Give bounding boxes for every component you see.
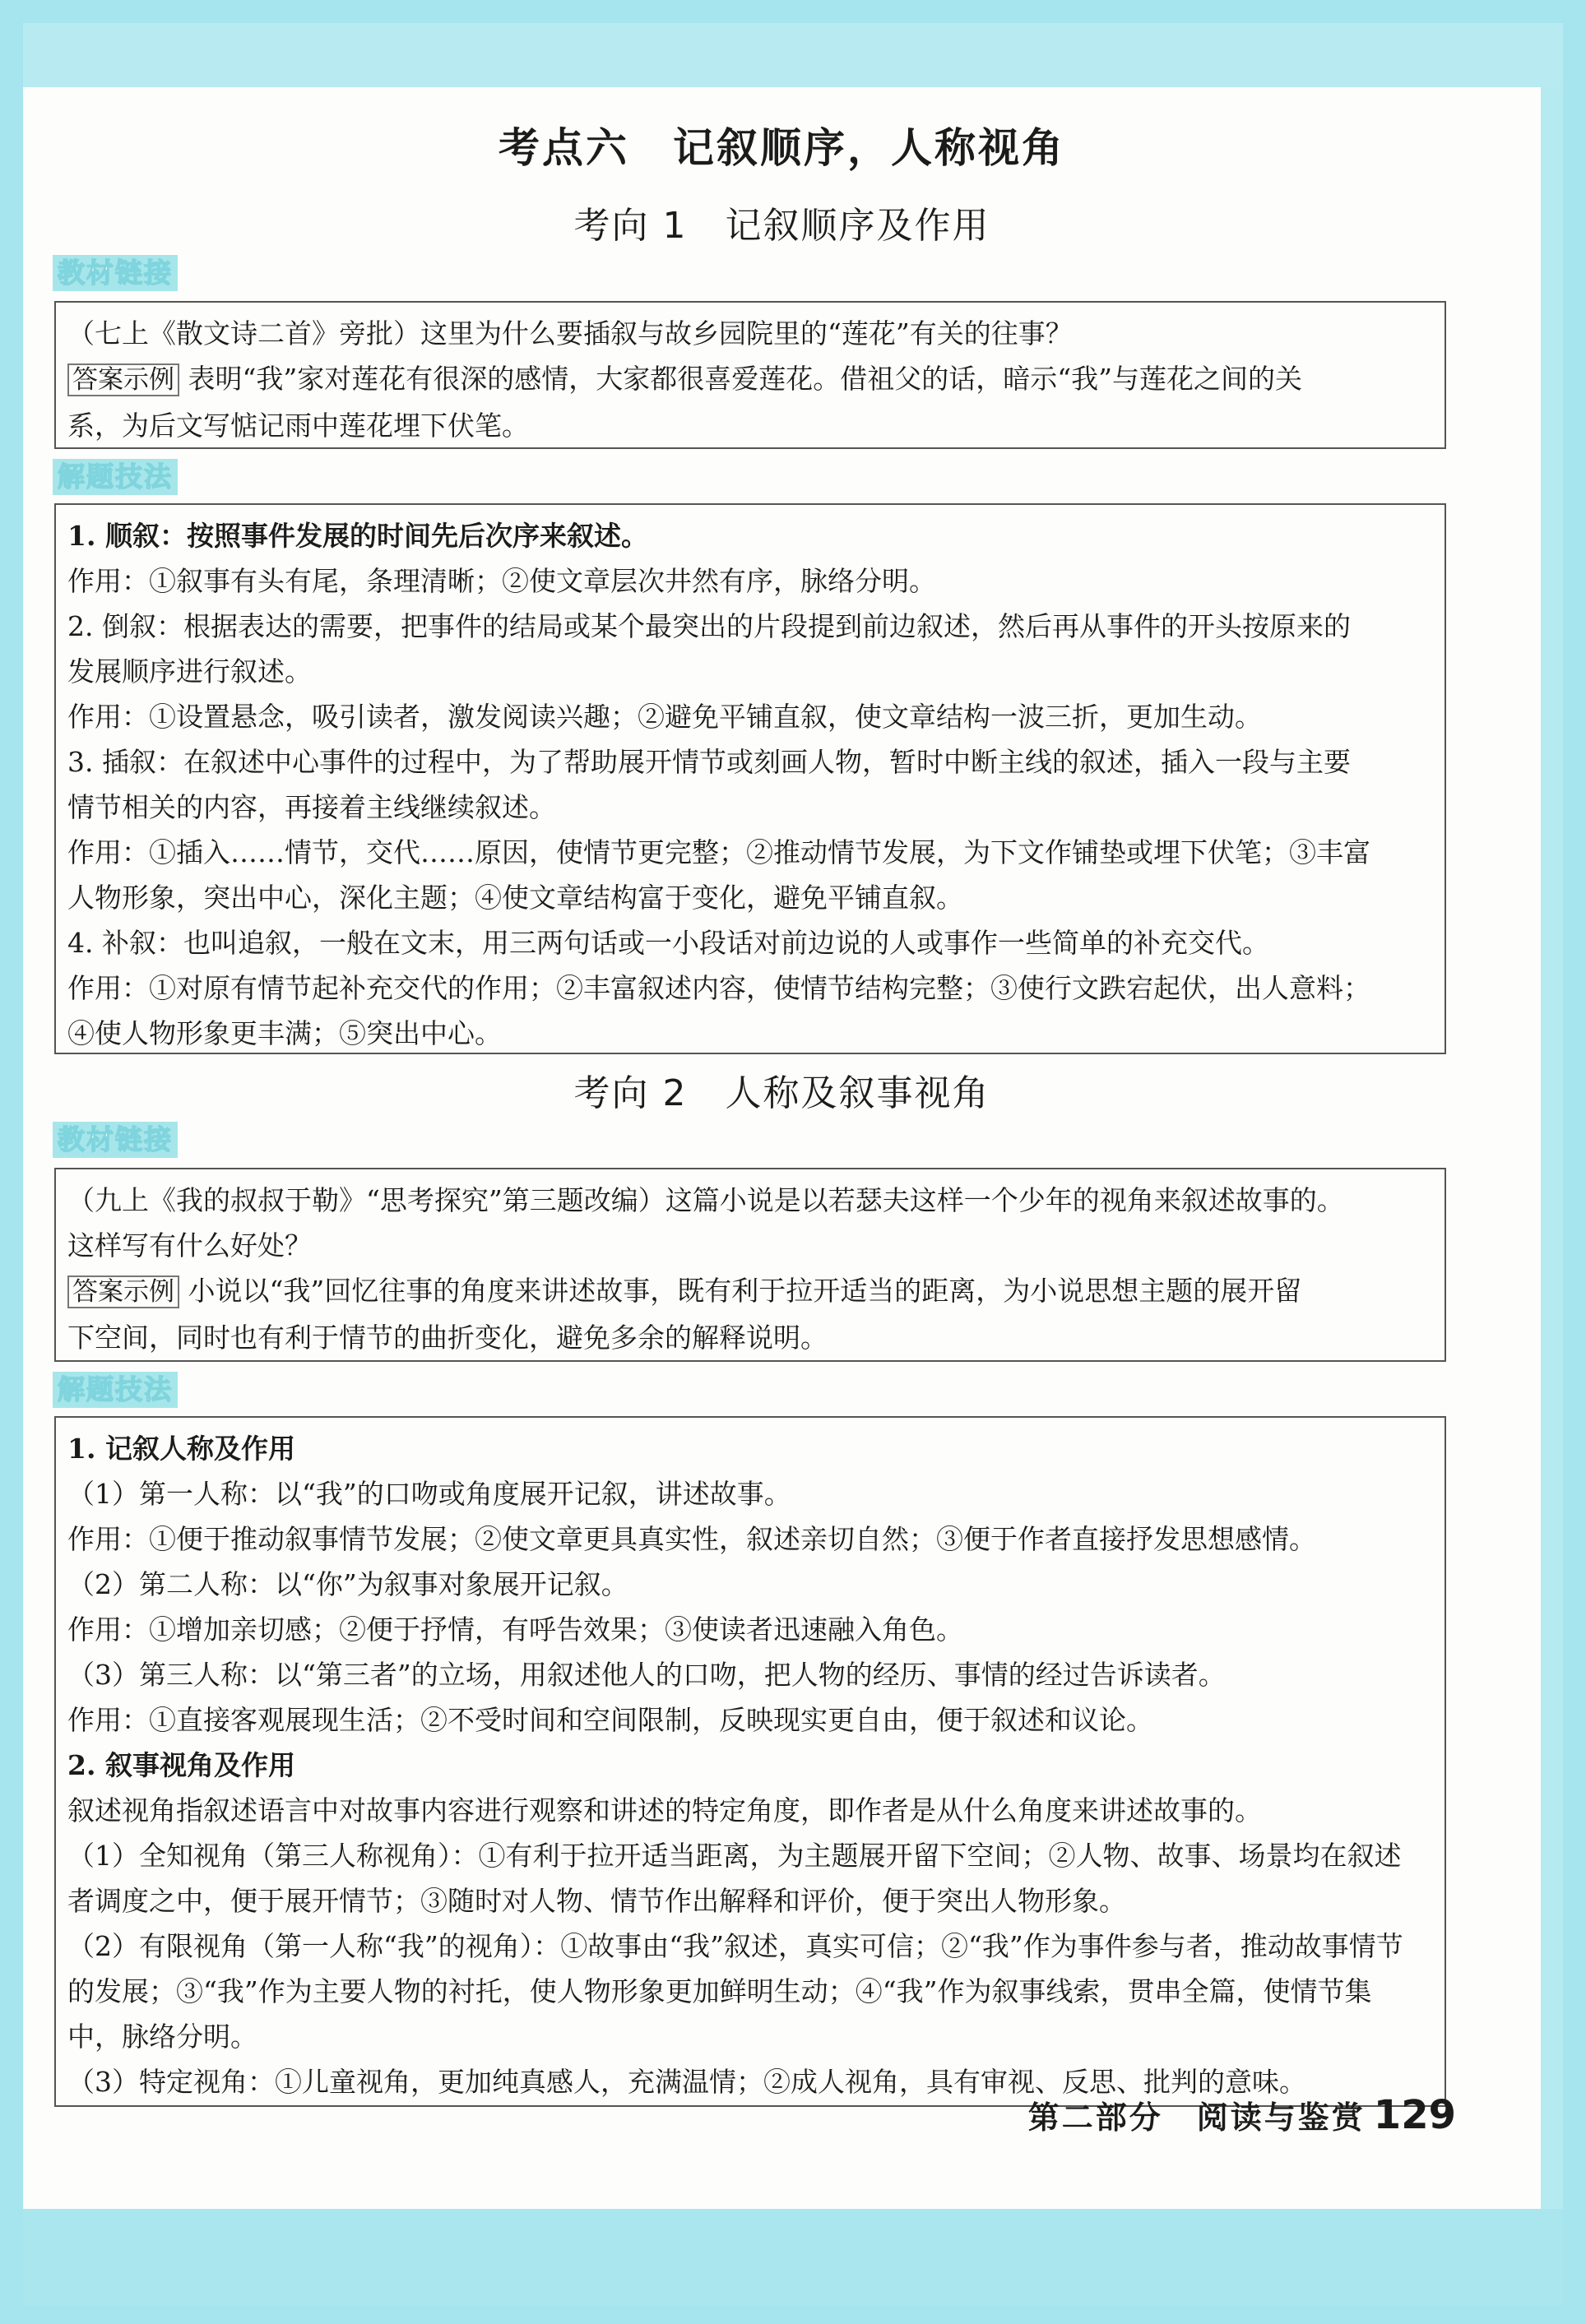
- section2-heading: 考向 2 人称及叙事视角: [573, 1072, 990, 1114]
- method-line: （2）有限视角（第一人称“我”的视角）：①故事由“我”叙述，真实可信；②“我”作为事件参与者，推动故事情节: [67, 1930, 1403, 1962]
- textbook-question: （七上《散文诗二首》旁批）这里为什么要插叙与故乡园院里的“莲花”有关的往事？: [67, 317, 1073, 350]
- method-line: 的发展；③“我”作为主要人物的衬托，使人物形象更加鲜明生动；④“我”作为叙事线索，贯串全篇，使情节集: [67, 1975, 1372, 2007]
- method-line: 4. 补叙：也叫追叙，一般在文末，用三两句话或一小段话对前边说的人或事作一些简单的补充交代。: [67, 927, 1269, 959]
- footer-part-label: 第二部分 阅读与鉴赏: [1027, 2099, 1366, 2136]
- answer-text: 表明“我”家对莲花有很深的感情，大家都很喜爱莲花。借祖父的话，暗示“我”与莲花之间的关: [188, 363, 1302, 395]
- method-box: [54, 503, 1446, 1054]
- method-line: 1. 记叙人称及作用: [67, 1433, 295, 1465]
- method-line: 3. 插叙：在叙述中心事件的过程中，为了帮助展开情节或刻画人物，暂时中断主线的叙述，插入一段与主要: [67, 746, 1351, 778]
- method-line: （3）特定视角：①儿童视角，更加纯真感人，充满温情；②成人视角，具有审视、反思、批判的意味。: [67, 2066, 1306, 2098]
- method-line: （2）第二人称：以“你”为叙事对象展开记叙。: [67, 1568, 628, 1600]
- answer-label: 答案示例: [67, 363, 179, 396]
- method-tag: 解题技法: [53, 459, 178, 495]
- textbook-question-box: [54, 1168, 1446, 1362]
- method-line: 叙述视角指叙述语言中对故事内容进行观察和讲述的特定角度，即作者是从什么角度来讲述故事的。: [67, 1794, 1262, 1826]
- method-line: 1. 顺叙：按照事件发展的时间先后次序来叙述。: [67, 520, 648, 552]
- textbook-link-tag: 教材链接: [53, 1122, 178, 1158]
- textbook-question-box: [54, 301, 1446, 449]
- method-line: ④使人物形象更丰满；⑤突出中心。: [67, 1017, 502, 1049]
- page-number: 129: [1373, 2092, 1456, 2138]
- page-title: 考点六 记叙顺序，人称视角: [499, 124, 1065, 172]
- answer-text: 小说以“我”回忆往事的角度来讲述故事，既有利于拉开适当的距离，为小说思想主题的展开留: [188, 1275, 1302, 1307]
- answer-text-cont: 下空间，同时也有利于情节的曲折变化，避免多余的解释说明。: [67, 1322, 828, 1354]
- page-footer: [1028, 2092, 1456, 2138]
- method-line: 作用：①便于推动叙事情节发展；②使文章更具真实性，叙述亲切自然；③便于作者直接抒发思想感情。: [67, 1523, 1316, 1555]
- textbook-question: （九上《我的叔叔于勒》“思考探究”第三题改编）这篇小说是以若瑟夫这样一个少年的视角来叙述故事的。: [67, 1184, 1344, 1216]
- method-box: [54, 1416, 1446, 2107]
- method-line: （3）第三人称：以“第三者”的立场，用叙述他人的口吻，把人物的经历、事情的经过告诉读者。: [67, 1659, 1226, 1691]
- method-line: 发展顺序进行叙述。: [67, 655, 312, 687]
- answer-label: 答案示例: [67, 1275, 179, 1308]
- page: [23, 23, 1563, 2305]
- method-line: 2. 倒叙：根据表达的需要，把事件的结局或某个最突出的片段提到前边叙述，然后再从事件的开头按原来的: [67, 610, 1351, 642]
- bottom-margin-band: [23, 2209, 1563, 2305]
- section1-heading: 考向 1 记叙顺序及作用: [573, 205, 990, 247]
- method-line: 作用：①叙事有头有尾，条理清晰；②使文章层次井然有序，脉络分明。: [67, 565, 936, 597]
- right-margin-band: [1541, 87, 1563, 2209]
- method-line: 中，脉络分明。: [67, 2021, 257, 2053]
- textbook-question-cont: 这样写有什么好处？: [67, 1229, 312, 1262]
- method-line: （1）第一人称：以“我”的口吻或角度展开记叙，讲述故事。: [67, 1478, 791, 1510]
- method-line: 2. 叙事视角及作用: [67, 1749, 295, 1781]
- answer-text-cont: 系，为后文写惦记雨中莲花埋下伏笔。: [67, 410, 529, 442]
- method-line: 人物形象，突出中心，深化主题；④使文章结构富于变化，避免平铺直叙。: [67, 882, 963, 914]
- method-line: 情节相关的内容，再接着主线继续叙述。: [67, 791, 556, 823]
- method-tag: 解题技法: [53, 1372, 178, 1408]
- method-line: （1）全知视角（第三人称视角）：①有利于拉开适当距离，为主题展开留下空间；②人物、故事、场景均在叙述: [67, 1840, 1402, 1872]
- method-line: 作用：①增加亲切感；②便于抒情，有呼告效果；③使读者迅速融入角色。: [67, 1613, 963, 1646]
- method-line: 作用：①对原有情节起补充交代的作用；②丰富叙述内容，使情节结构完整；③使行文跌宕起伏，出人意料；: [67, 972, 1370, 1004]
- top-margin-band: [23, 23, 1563, 87]
- method-line: 者调度之中，便于展开情节；③随时对人物、情节作出解释和评价，便于突出人物形象。: [67, 1885, 1126, 1917]
- method-line: 作用：①直接客观展现生活；②不受时间和空间限制，反映现实更自由，便于叙述和议论。: [67, 1704, 1153, 1736]
- textbook-link-tag: 教材链接: [53, 255, 178, 291]
- method-line: 作用：①设置悬念，吸引读者，激发阅读兴趣；②避免平铺直叙，使文章结构一波三折，更加生动。: [67, 701, 1262, 733]
- method-line: 作用：①插入……情节，交代……原因，使情节更完整；②推动情节发展，为下文作铺垫或埋下伏笔；③丰富: [67, 836, 1370, 868]
